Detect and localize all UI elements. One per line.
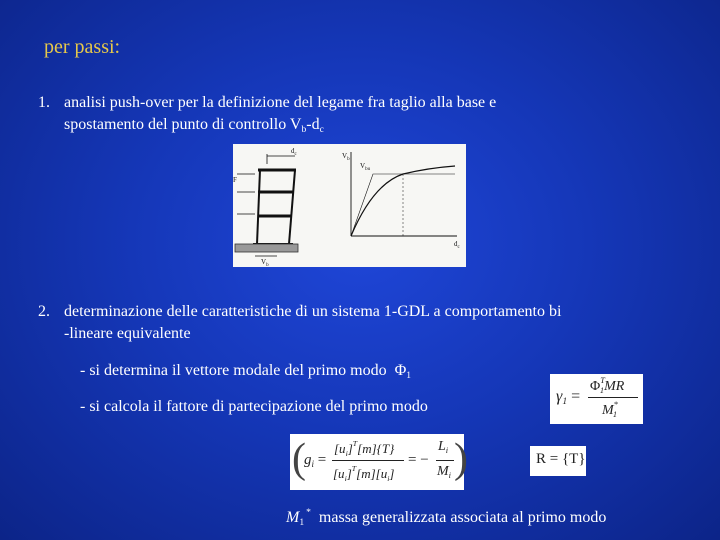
plot-peak-label: $V_{bu}$ xyxy=(360,162,371,172)
gamma-lhs: $\gamma_1$ = xyxy=(556,388,581,407)
m1-superscript: * xyxy=(306,507,311,518)
item-1 xyxy=(38,92,496,114)
item-1-line-2-text: spostamento del punto di controllo V xyxy=(64,116,302,133)
item-2-number: 2. xyxy=(38,303,50,320)
g-equals-minus: = − xyxy=(408,452,429,468)
gamma-fraction-bar xyxy=(588,397,638,398)
g-brace-open: ( xyxy=(292,436,306,482)
footer-text: massa generalizzata associata al primo modo xyxy=(318,509,607,526)
r-equation-text: R = {T} xyxy=(536,451,586,467)
bullet-1-text: - si determina il vettore modale del primo modo xyxy=(80,362,387,379)
phi-symbol: Φ xyxy=(394,362,407,379)
g-equation xyxy=(290,434,468,490)
frame-base-label: $V_b$ xyxy=(261,258,269,267)
plot-x-label: $d_c$ xyxy=(454,240,460,250)
g-fraction-bar-2 xyxy=(436,460,454,461)
plot-y-label: $V_b$ xyxy=(342,152,350,162)
bullet-modal-vector xyxy=(80,360,411,387)
g-denominator-1: $[u_i]^T[m][u_i]$ xyxy=(333,464,395,483)
g-numerator-1: $[u_i]^T[m]\{T\}$ xyxy=(334,439,395,458)
item-1-line-2 xyxy=(64,114,324,141)
g-numerator-2: $L_i$ xyxy=(438,439,449,455)
pushover-curve-plot xyxy=(351,152,457,236)
item-2 xyxy=(38,301,561,323)
frame-top-label: $d_c$ xyxy=(291,147,297,157)
item-1-number: 1. xyxy=(38,94,50,111)
frame-force-label: F xyxy=(233,176,237,184)
vb-subscript: b xyxy=(301,124,307,135)
item-2-line-1: determinazione delle caratteristiche di un sistema 1-GDL a comportamento bi xyxy=(64,303,562,320)
capacity-curve xyxy=(351,166,455,236)
g-brace-close: ) xyxy=(454,436,468,482)
phi-subscript: 1 xyxy=(406,370,412,381)
item-1-line-1: analisi push-over per la definizione del legame fra taglio alla base e xyxy=(64,94,497,111)
slide-title: per passi: xyxy=(44,36,121,58)
pushover-figure xyxy=(233,144,466,267)
bullet-participation: - si calcola il fattore di partecipazione del primo modo xyxy=(80,398,428,415)
g-denominator-2: $M_i$ xyxy=(437,464,451,480)
frame-foundation xyxy=(235,244,298,252)
m1-symbol: M xyxy=(286,509,300,526)
m1-subscript: 1 xyxy=(299,517,305,528)
r-equation xyxy=(530,446,586,476)
g-lhs: $g_i$ = xyxy=(304,452,327,469)
building-frame xyxy=(253,154,296,244)
pushover-drawing xyxy=(233,144,466,267)
item-2-line-2: -lineare equivalente xyxy=(64,325,191,342)
gamma-equation xyxy=(550,374,643,424)
dc-subscript: c xyxy=(319,124,324,135)
footer-line xyxy=(286,502,606,534)
gamma-denominator: $M^*_1$ xyxy=(602,400,618,419)
gamma-numerator: $\Phi^T_1MR$ xyxy=(590,376,625,395)
g-fraction-bar-1 xyxy=(332,460,404,461)
item-1-dash: -d xyxy=(306,116,320,133)
